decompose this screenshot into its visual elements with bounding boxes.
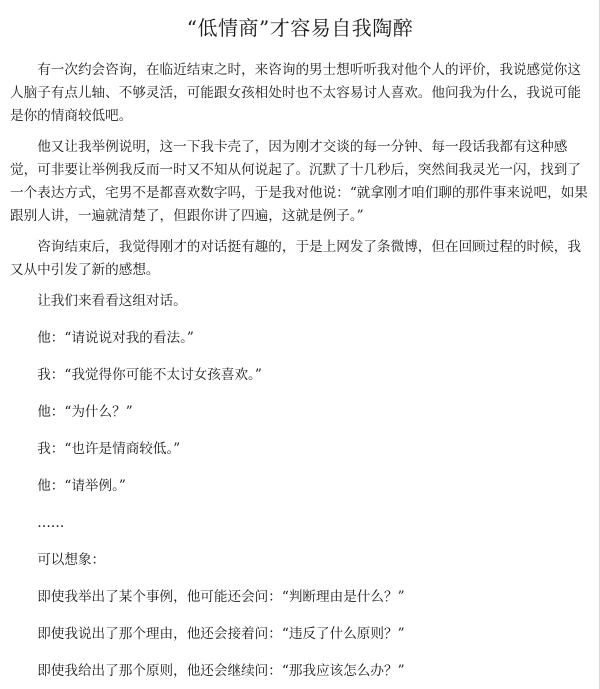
dialogue-line: 他：“为什么？” [37, 404, 133, 420]
dialogue-line: 即使我给出了那个原则，他还会继续问：“那我应该怎么办？” [37, 663, 405, 679]
paragraph-2: 他又让我举例说明，这一下我卡壳了，因为刚才交谈的每一分钟、每一段话我都有这种感觉，可非要让举例我反而一时又不知从何说起了。沉默了十几秒后，突然间我灵光一闪，找到了一个表达方式，宅男不是都喜欢数字吗，于是我对他说：“就拿刚才咱们聊的那件事来说吧，如果跟别人讲，一遍就清楚了，但跟你讲了四遍，这就是例子。” [10, 139, 588, 224]
paragraph-1: 有一次约会咨询，在临近结束之时，来咨询的男士想听听我对他个人的评价，我说感觉你这人脑子有点儿轴、不够灵活，可能跟女孩相处时也不太容易讨人喜欢。他问我为什么，我说可能是你的情商较低吧。 [10, 62, 581, 124]
dialogue-line: 我：“我觉得你可能不太讨女孩喜欢。” [37, 367, 262, 383]
dialogue-line: 即使我说出了那个理由，他还会接着问：“违反了什么原则？” [37, 626, 405, 642]
dialogue-line: 可以想象： [37, 552, 106, 568]
dialogue-line: 他：“请举例。” [37, 478, 126, 494]
dialogue-line: 让我们来看看这组对话。 [37, 293, 187, 309]
article-body-3 [10, 236, 588, 282]
dialogue-line: 我：“也许是情商较低。” [37, 441, 181, 457]
paragraph-3: 咨询结束后，我觉得刚才的对话挺有趣的，于是上网发了条微博，但在回顾过程的时候，我又从中引发了新的感想。 [10, 239, 581, 278]
article-body [10, 59, 588, 128]
ellipsis-line: …… [37, 515, 65, 531]
dialogue-line: 他：“请说说对我的看法。” [37, 330, 194, 346]
article-title: “低情商”才容易自我陶醉 [186, 16, 414, 40]
dialogue-line: 即使我举出了某个事例，他可能还会问：“判断理由是什么？” [37, 589, 405, 605]
article-body-2 [10, 136, 588, 228]
